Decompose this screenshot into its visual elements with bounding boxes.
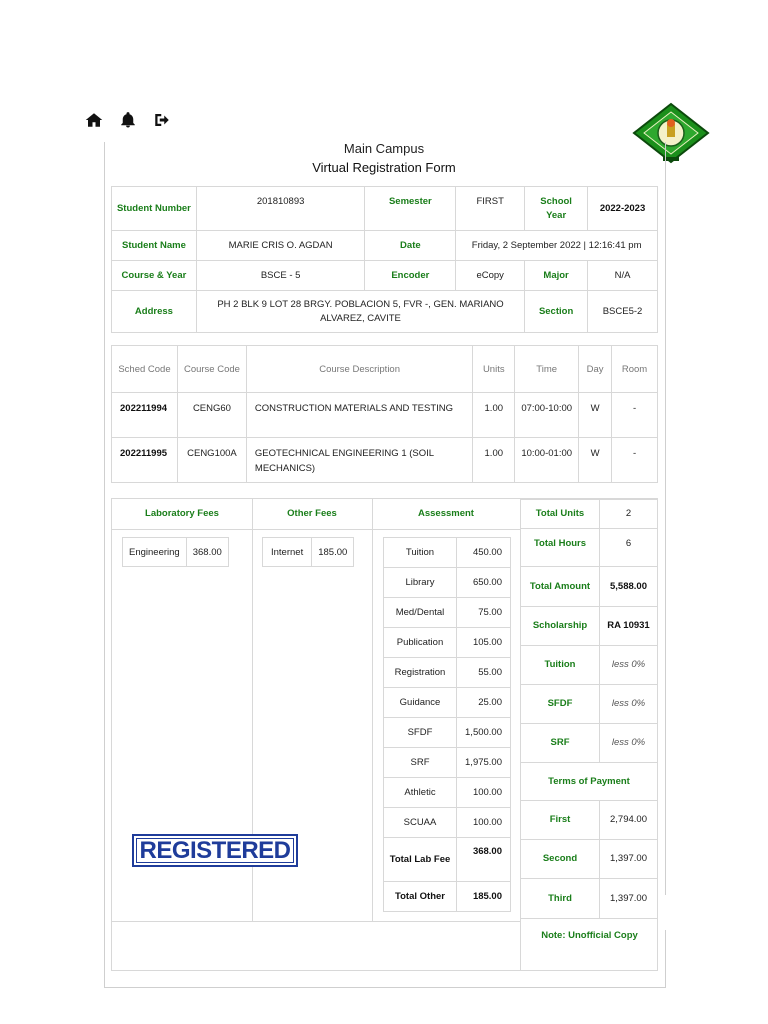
assessment-item-amount: 25.00 [457, 688, 511, 718]
course-day: W [579, 438, 612, 483]
lab-fee-name: Engineering [123, 538, 187, 567]
table-row [384, 658, 511, 688]
assessment-item-name: Med/Dental [384, 598, 457, 628]
section-label: Section [525, 291, 588, 333]
course-year-value: BSCE - 5 [196, 261, 365, 291]
assessment-item-name: SRF [384, 748, 457, 778]
encoder-label: Encoder [365, 261, 456, 291]
total-other-value: 185.00 [457, 882, 511, 912]
sfdf-discount-label: SFDF [521, 685, 600, 724]
third-payment-value: 1,397.00 [600, 879, 658, 919]
assessment-item-amount: 450.00 [457, 538, 511, 568]
course-units: 1.00 [473, 393, 515, 438]
school-year-value: 2022-2023 [588, 187, 658, 231]
unofficial-copy-note: Note: Unofficial Copy [520, 921, 658, 971]
assessment-item-amount: 650.00 [457, 568, 511, 598]
assessment-item-name: Publication [384, 628, 457, 658]
table-row [384, 688, 511, 718]
assessment-item-name: Registration [384, 658, 457, 688]
major-label: Major [525, 261, 588, 291]
srf-discount-label: SRF [521, 724, 600, 763]
col-header-units: Units [473, 346, 515, 393]
lab-fee-amount: 368.00 [186, 538, 228, 567]
first-payment-value: 2,794.00 [600, 801, 658, 840]
fees-section [111, 498, 658, 971]
registered-stamp-text: REGISTERED [139, 836, 291, 864]
assessment-item-name: Library [384, 568, 457, 598]
table-row [384, 538, 511, 568]
assessment-item-amount: 100.00 [457, 778, 511, 808]
student-name-value: MARIE CRIS O. AGDAN [196, 231, 365, 261]
course-year-label: Course & Year [112, 261, 197, 291]
table-row [112, 438, 658, 483]
course-day: W [579, 393, 612, 438]
table-row [384, 748, 511, 778]
table-row [384, 568, 511, 598]
table-row [384, 598, 511, 628]
course-time: 10:00-01:00 [515, 438, 579, 483]
other-fees-table [262, 537, 354, 567]
assessment-item-amount: 105.00 [457, 628, 511, 658]
lab-fees-table [122, 537, 229, 567]
list-item [263, 538, 354, 567]
campus-name: Main Campus [343, 141, 425, 156]
semester-label: Semester [365, 187, 456, 231]
total-hours-label: Total Hours [521, 529, 600, 567]
course-description: CONSTRUCTION MATERIALS AND TESTING [246, 393, 472, 438]
course-code: CENG60 [177, 393, 246, 438]
list-item [123, 538, 229, 567]
course-room: - [612, 438, 658, 483]
home-icon[interactable] [84, 110, 104, 130]
courses-table [111, 345, 658, 483]
col-header-sched-code: Sched Code [112, 346, 178, 393]
table-row [112, 393, 658, 438]
other-fee-name: Internet [263, 538, 312, 567]
address-value: PH 2 BLK 9 LOT 28 BRGY. POBLACION 5, FVR -, GEN. MARIANO ALVAREZ, CAVITE [196, 291, 524, 333]
course-units: 1.00 [473, 438, 515, 483]
school-year-label: School Year [525, 187, 588, 231]
total-units-value: 2 [600, 500, 658, 529]
assessment-item-name: Athletic [384, 778, 457, 808]
total-hours-value: 6 [600, 529, 658, 567]
top-nav [84, 110, 172, 130]
student-info-table [111, 186, 658, 333]
col-header-room: Room [612, 346, 658, 393]
sched-code: 202211995 [112, 438, 178, 483]
sfdf-discount-value: less 0% [600, 685, 658, 724]
assessment-item-amount: 100.00 [457, 808, 511, 838]
total-amount-value: 5,588.00 [600, 567, 658, 607]
srf-discount-value: less 0% [600, 724, 658, 763]
total-units-label: Total Units [521, 500, 600, 529]
table-row [384, 808, 511, 838]
form-title: Virtual Registration Form [312, 160, 456, 175]
scholarship-value: RA 10931 [600, 607, 658, 646]
table-row [384, 882, 511, 912]
second-payment-label: Second [521, 840, 600, 879]
assessment-item-name: Guidance [384, 688, 457, 718]
col-header-time: Time [515, 346, 579, 393]
total-other-label: Total Other [384, 882, 457, 912]
student-number-label: Student Number [112, 187, 197, 231]
table-row [384, 838, 511, 882]
other-fee-amount: 185.00 [312, 538, 354, 567]
lab-fees-header: Laboratory Fees [145, 508, 219, 519]
col-header-course-description: Course Description [246, 346, 472, 393]
student-number-value: 201810893 [196, 187, 365, 231]
scholarship-label: Scholarship [521, 607, 600, 646]
course-description: GEOTECHNICAL ENGINEERING 1 (SOIL MECHANICS) [246, 438, 472, 483]
table-row [384, 628, 511, 658]
assessment-item-name: SFDF [384, 718, 457, 748]
total-amount-label: Total Amount [521, 567, 600, 607]
assessment-item-amount: 1,500.00 [457, 718, 511, 748]
address-label: Address [112, 291, 197, 333]
date-value: Friday, 2 September 2022 | 12:16:41 pm [456, 231, 658, 261]
assessment-item-amount: 55.00 [457, 658, 511, 688]
date-label: Date [365, 231, 456, 261]
sched-code: 202211994 [112, 393, 178, 438]
course-code: CENG100A [177, 438, 246, 483]
course-room: - [612, 393, 658, 438]
bell-icon[interactable] [118, 110, 138, 130]
assessment-header: Assessment [418, 508, 474, 519]
terms-of-payment-label: Terms of Payment [521, 763, 658, 801]
third-payment-label: Third [521, 879, 600, 919]
sign-out-icon[interactable] [152, 110, 172, 130]
course-time: 07:00-10:00 [515, 393, 579, 438]
table-row [384, 718, 511, 748]
student-name-label: Student Name [112, 231, 197, 261]
assessment-item-amount: 1,975.00 [457, 748, 511, 778]
major-value: N/A [588, 261, 658, 291]
tuition-discount-label: Tuition [521, 646, 600, 685]
first-payment-label: First [521, 801, 600, 840]
total-lab-fee-label: Total Lab Fee [384, 838, 457, 882]
second-payment-value: 1,397.00 [600, 840, 658, 879]
encoder-value: eCopy [456, 261, 525, 291]
semester-value: FIRST [456, 187, 525, 231]
assessment-item-name: SCUAA [384, 808, 457, 838]
assessment-table [383, 537, 511, 912]
other-fees-header: Other Fees [287, 508, 337, 519]
section-value: BSCE5-2 [588, 291, 658, 333]
registered-stamp [132, 834, 298, 867]
assessment-item-name: Tuition [384, 538, 457, 568]
col-header-day: Day [579, 346, 612, 393]
total-lab-fee-value: 368.00 [457, 838, 511, 882]
tuition-discount-value: less 0% [600, 646, 658, 685]
col-header-course-code: Course Code [177, 346, 246, 393]
assessment-item-amount: 75.00 [457, 598, 511, 628]
table-row [384, 778, 511, 808]
summary-table [520, 499, 658, 919]
